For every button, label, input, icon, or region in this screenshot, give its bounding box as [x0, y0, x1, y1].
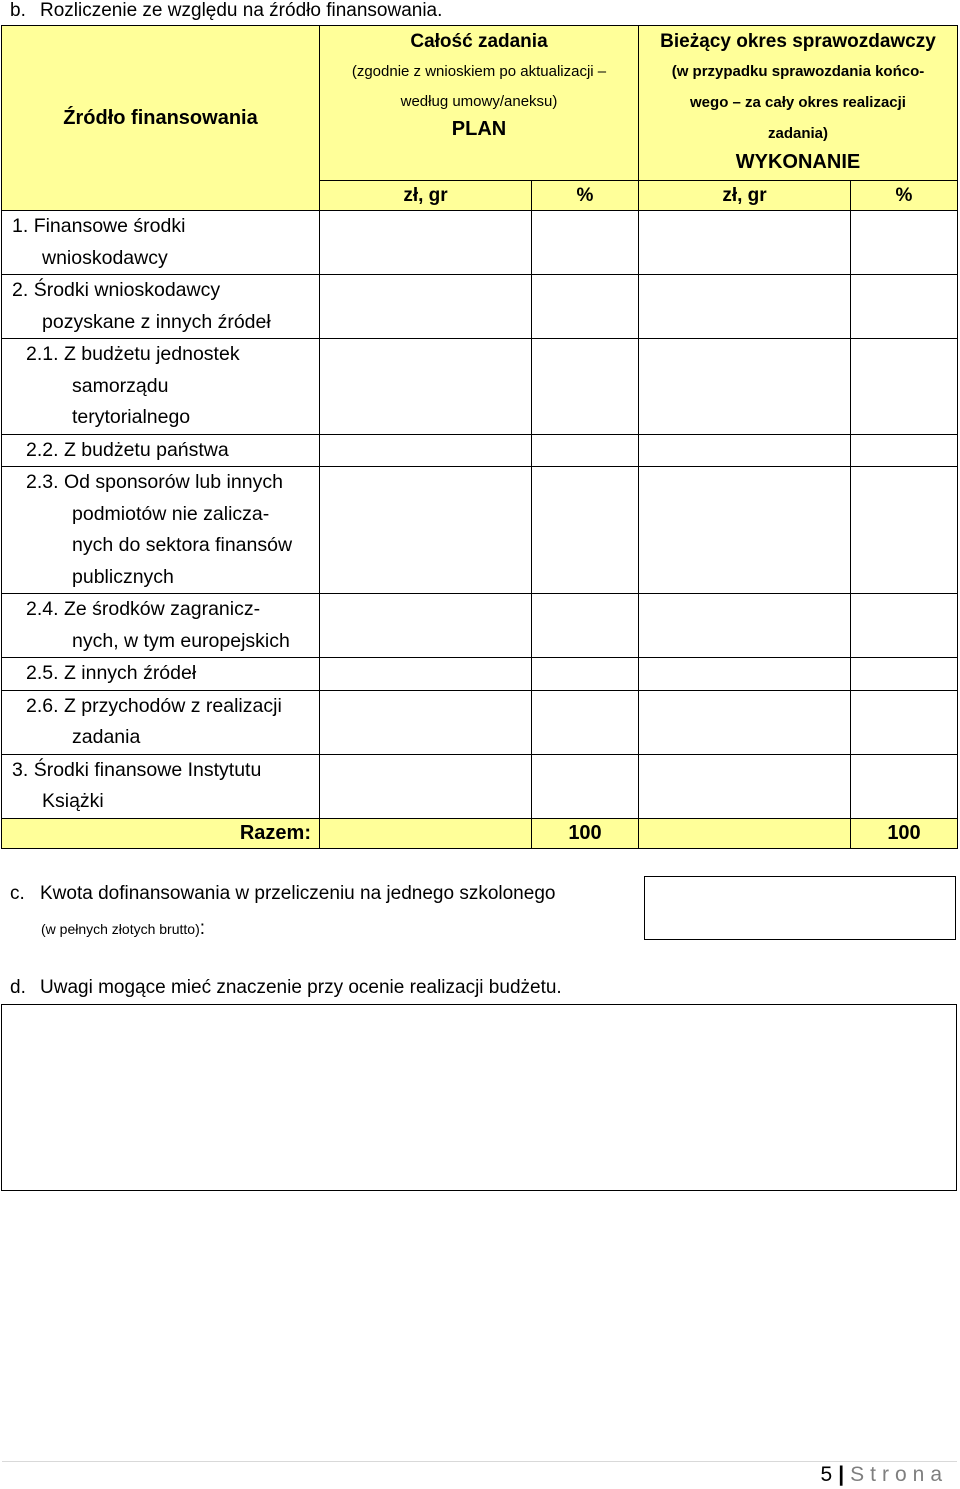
row-number: 2.1.: [26, 343, 59, 365]
plan-percent-cell[interactable]: [532, 467, 639, 594]
plan-amount-cell[interactable]: [320, 658, 532, 691]
row-label: [2, 339, 320, 435]
row-text: samorządu: [72, 374, 169, 397]
plan-amount-cell[interactable]: [320, 275, 532, 339]
table-row: [2, 211, 958, 275]
table-row: [2, 754, 958, 818]
plan-percent-cell[interactable]: [532, 275, 639, 339]
section-c-label: c.: [10, 883, 25, 904]
execution-header: [639, 26, 958, 181]
execution-amount-cell[interactable]: [639, 339, 851, 435]
table-row: [2, 275, 958, 339]
execution-amount-cell[interactable]: [639, 594, 851, 658]
row-label: [2, 594, 320, 658]
page-number: 5: [820, 1463, 833, 1486]
unit-plan-percent: %: [532, 181, 639, 211]
page-word: Strona: [850, 1463, 948, 1486]
unit-plan-amount: zł, gr: [320, 181, 532, 211]
execution-label: WYKONANIE: [735, 151, 861, 173]
plan-percent-cell[interactable]: [532, 754, 639, 818]
plan-percent-cell[interactable]: [532, 658, 639, 691]
row-number: 3.: [12, 758, 29, 781]
total-label: Razem:: [2, 818, 320, 848]
execution-percent-cell[interactable]: [851, 594, 958, 658]
plan-percent-cell[interactable]: [532, 434, 639, 467]
row-text: Z budżetu państwa: [63, 438, 229, 461]
execution-amount-cell[interactable]: [639, 467, 851, 594]
total-plan-amount-cell[interactable]: [320, 818, 532, 848]
row-number: 2.6.: [26, 694, 59, 717]
execution-percent-cell[interactable]: [851, 211, 958, 275]
execution-title: Bieżący okres sprawozdawczy: [660, 31, 936, 52]
section-c-subtitle-line: [41, 918, 205, 940]
section-b-heading: [10, 0, 442, 22]
total-row: [2, 818, 958, 848]
table-row: [2, 690, 958, 754]
plan-header: [320, 26, 639, 181]
row-label: [2, 275, 320, 339]
execution-amount-cell[interactable]: [639, 690, 851, 754]
section-d-heading: [10, 977, 562, 999]
execution-percent-cell[interactable]: [851, 339, 958, 435]
execution-percent-cell[interactable]: [851, 467, 958, 594]
execution-percent-cell[interactable]: [851, 275, 958, 339]
plan-percent-cell[interactable]: [532, 594, 639, 658]
row-text: Od sponsorów lub innych: [63, 471, 283, 493]
plan-amount-cell[interactable]: [320, 594, 532, 658]
row-text: pozyskane z innych źródeł: [42, 310, 271, 333]
execution-amount-cell[interactable]: [639, 434, 851, 467]
section-d-title: Uwagi mogące mieć znaczenie przy ocenie realizacji budżetu.: [40, 977, 562, 998]
plan-label: PLAN: [451, 118, 507, 140]
row-text: Finansowe środki: [33, 215, 186, 237]
section-d-label: d.: [10, 977, 26, 998]
section-c-heading: [10, 883, 555, 905]
plan-amount-cell[interactable]: [320, 339, 532, 435]
table-row: [2, 434, 958, 467]
plan-percent-cell[interactable]: [532, 690, 639, 754]
row-number: 2.: [12, 279, 29, 301]
plan-amount-cell[interactable]: [320, 211, 532, 275]
unit-execution-percent: %: [851, 181, 958, 211]
row-text: wnioskodawcy: [42, 246, 168, 269]
row-label: [2, 434, 320, 467]
total-plan-percent: 100: [532, 818, 639, 848]
row-text: Ze środków zagranicz-: [63, 598, 261, 620]
execution-amount-cell[interactable]: [639, 754, 851, 818]
row-label: [2, 467, 320, 594]
row-label: [2, 690, 320, 754]
plan-amount-cell[interactable]: [320, 467, 532, 594]
row-number: 1.: [12, 215, 29, 237]
execution-percent-cell[interactable]: [851, 434, 958, 467]
execution-note-3: zadania): [767, 125, 828, 142]
plan-amount-cell[interactable]: [320, 690, 532, 754]
row-text: nych do sektora finansów: [72, 534, 293, 556]
plan-percent-cell[interactable]: [532, 211, 639, 275]
table-row: [2, 594, 958, 658]
section-b-title: Rozliczenie ze względu na źródło finansowania.: [40, 0, 443, 21]
execution-amount-cell[interactable]: [639, 658, 851, 691]
section-b-label: b.: [10, 0, 26, 21]
total-execution-amount-cell[interactable]: [639, 818, 851, 848]
execution-amount-cell[interactable]: [639, 275, 851, 339]
source-header: Źródło finansowania: [2, 26, 320, 211]
plan-amount-cell[interactable]: [320, 754, 532, 818]
execution-percent-cell[interactable]: [851, 754, 958, 818]
plan-note-1: (zgodnie z wnioskiem po aktualizacji –: [351, 63, 607, 80]
section-c-title: Kwota dofinansowania w przeliczeniu na jednego szkolonego: [40, 883, 556, 904]
page-footer: [821, 1463, 948, 1487]
row-text: Z przychodów z realizacji: [63, 694, 282, 717]
row-label: [2, 658, 320, 691]
plan-title: Całość zadania: [410, 31, 548, 52]
footer-divider: [2, 1461, 957, 1462]
plan-percent-cell[interactable]: [532, 339, 639, 435]
execution-percent-cell[interactable]: [851, 690, 958, 754]
row-label: [2, 211, 320, 275]
row-text: Książki: [42, 790, 104, 812]
total-execution-percent: 100: [851, 818, 958, 848]
section-c-colon: :: [199, 918, 206, 939]
footer-separator: |: [838, 1463, 845, 1486]
plan-note-2: według umowy/aneksu): [400, 93, 558, 110]
row-text: Z innych źródeł: [63, 662, 197, 684]
row-label: [2, 754, 320, 818]
execution-note-1: (w przypadku sprawozdania końco-: [671, 63, 925, 80]
row-text: Środki wnioskodawcy: [33, 279, 221, 301]
unit-execution-amount: zł, gr: [639, 181, 851, 211]
row-text: podmiotów nie zalicza-: [72, 502, 270, 525]
table-row: [2, 467, 958, 594]
financing-table: [1, 25, 958, 849]
row-text: terytorialnego: [72, 406, 191, 428]
row-number: 2.3.: [26, 471, 59, 493]
row-text: Środki finansowe Instytutu: [33, 758, 262, 781]
execution-percent-cell[interactable]: [851, 658, 958, 691]
row-text: publicznych: [72, 565, 174, 588]
plan-amount-cell[interactable]: [320, 434, 532, 467]
section-c-subtitle: (w pełnych złotych brutto): [41, 921, 200, 937]
table-row: [2, 658, 958, 691]
execution-amount-cell[interactable]: [639, 211, 851, 275]
row-text: zadania: [72, 726, 141, 748]
row-text: nych, w tym europejskich: [72, 629, 290, 652]
row-text: Z budżetu jednostek: [63, 343, 240, 365]
budget-remarks-field[interactable]: [1, 1004, 957, 1191]
row-number: 2.5.: [26, 662, 59, 684]
execution-note-2: wego – za cały okres realizacji: [690, 94, 906, 111]
funding-per-trainee-field[interactable]: [644, 876, 956, 940]
row-number: 2.4.: [26, 598, 59, 620]
row-number: 2.2.: [26, 438, 59, 461]
table-row: [2, 339, 958, 435]
